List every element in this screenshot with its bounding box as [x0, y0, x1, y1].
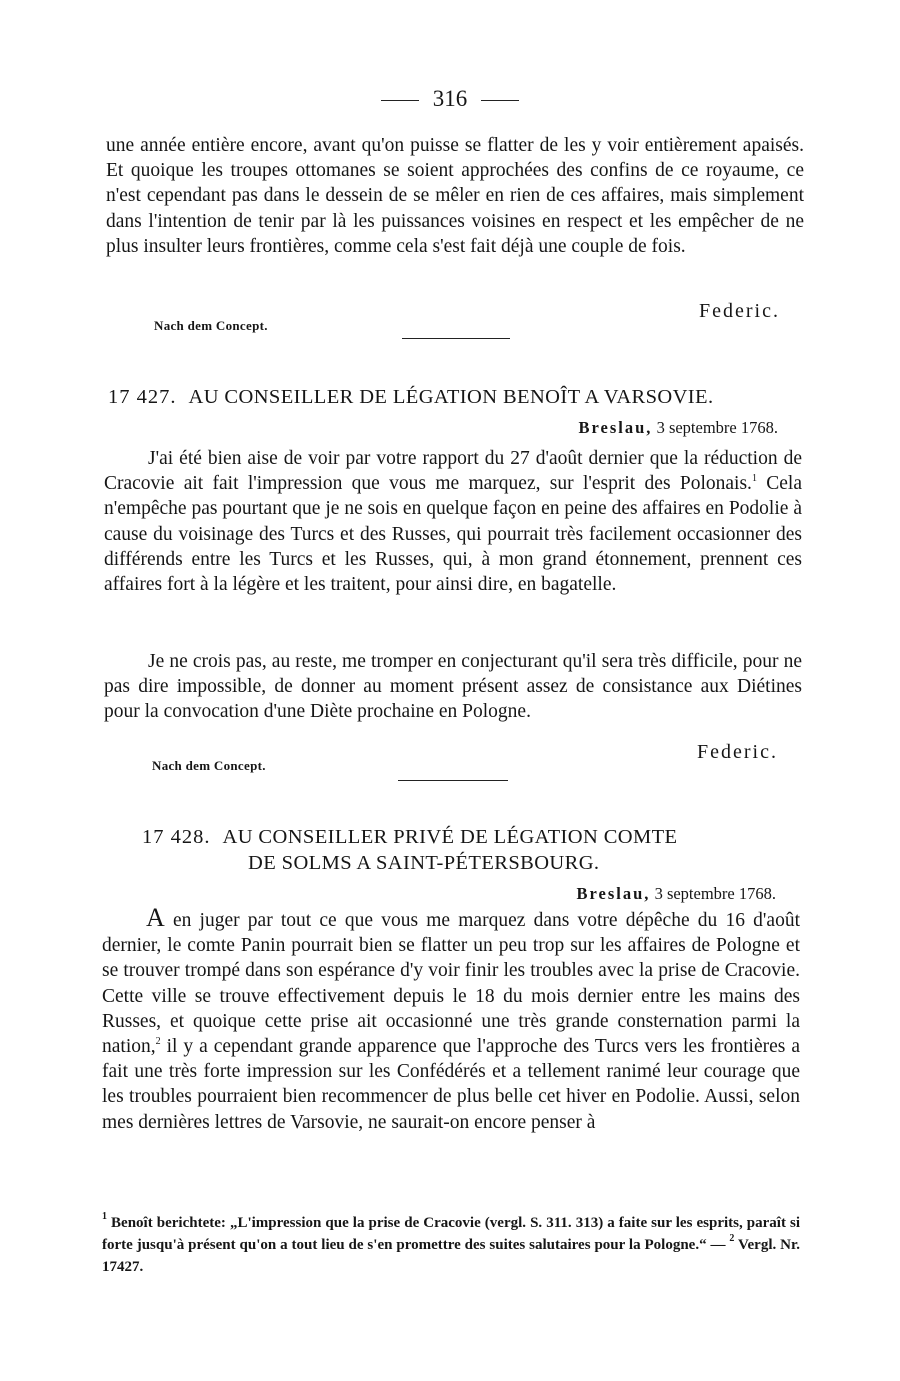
header-dash-left	[381, 100, 419, 101]
source-note: Nach dem Concept.	[152, 758, 266, 773]
footnote-ref: 2	[155, 1036, 161, 1048]
letter-title: AU CONSEILLER PRIVÉ DE LÉGATION COMTE	[222, 826, 678, 848]
source-note: Nach dem Concept.	[154, 318, 268, 333]
dateline	[430, 884, 776, 904]
page-number: 316	[432, 86, 468, 111]
footnote-mark: 2	[729, 1233, 735, 1244]
dateline	[430, 418, 778, 438]
footnote-text: Benoît berichtete: „L'impression que la prise de Cracovie (vergl. S. 311. 313) a faite sur les esprits, paraît si forte jusqu'à présent qu'on a tout lieu de s'en promettre des suites salutaires pour la Pologne.“ —	[102, 1215, 800, 1253]
footnote-text: Vergl. Nr. 17427.	[102, 1237, 800, 1275]
footnote-ref: 1	[751, 473, 757, 485]
signature: Federic.	[697, 741, 778, 763]
signature: Federic.	[699, 300, 780, 322]
letter-number: 17 428.	[142, 826, 211, 848]
paragraph-text: Cela n'empêche pas pourtant que je ne sois en quelque façon en peine des affaires en Podolie à cause du voisinage des Turcs et des Russes, qui pourrait très facilement occasionner des différends entre les Turcs et les Russes, qui, à mon grand étonnement, prennent ces affaires fort à la légère et les traitent, pour ainsi dire, en bagatelle.	[104, 473, 802, 596]
dateline-date: 3 septembre 1768.	[656, 418, 778, 437]
footnotes	[102, 1212, 800, 1278]
dateline-place: Breslau,	[576, 884, 651, 903]
dateline-date: 3 septembre 1768.	[654, 884, 776, 903]
footnote-mark: 1	[102, 1211, 107, 1222]
initial-letter: A	[146, 903, 165, 932]
letter-heading	[142, 826, 842, 849]
letter-heading	[108, 386, 828, 409]
page-header	[0, 86, 900, 112]
letter-paragraph	[104, 649, 802, 725]
dateline-place: Breslau,	[578, 418, 653, 437]
continuation-paragraph: une année entière encore, avant qu'on puisse se flatter de les y voir entièrement apaisés. Et quoique les troupes ottomanes se soient approchées des confins de ce royaume, ce n'est cependant pas dans le dessein de se mêler en rien de ces affaires, mais simplement dans l'intention de tenir par là les puissances voisines en respect et les empêcher de ne plus insulter leurs frontières, comme cela s'est fait déjà une couple de fois.	[106, 135, 804, 257]
header-dash-right	[481, 100, 519, 101]
paragraph-text: en juger par tout ce que vous me marquez dans votre dépêche du 16 d'août dernier, le comte Panin pourrait bien se flatter un peu trop sur les affaires de Pologne et se trouver trompé dans son espérance d'y voir finir les troubles avec la prise de Cracovie. Cette ville se trouve effectivement depuis le 18 du mois dernier entre les mains des Russes, et quoique cette prise ait occasionné une très grande consternation parmi la nation,	[102, 910, 800, 1058]
section-divider	[398, 780, 508, 781]
paragraph-text: J'ai été bien aise de voir par votre rapport du 27 d'août dernier que la réduction de Cracovie ait fait l'impression que vous me marquez, sur l'esprit des Polonais.	[104, 448, 802, 495]
letter-paragraph	[102, 903, 800, 1135]
paragraph-text: Je ne crois pas, au reste, me tromper en conjecturant qu'il sera très difficile, pour ne pas dire impossible, de donner au moment présent assez de consistance aux Diétines pour la convocation d'une Diète prochaine en Pologne.	[104, 651, 802, 723]
section-divider	[402, 338, 510, 339]
paragraph-text: il y a cependant grande apparence que l'approche des Turcs vers les frontières a fait une très forte impression sur les Confédérés et a tellement ranimé leur courage que les troubles pourraient bien recommencer de plus belle cet hiver en Podolie. Aussi, selon mes dernières lettres de Varsovie, ne saurait-on encore penser à	[102, 1036, 800, 1133]
letter-title-line2: DE SOLMS A SAINT-PÉTERSBOURG.	[248, 852, 600, 874]
letter-number: 17 427.	[108, 386, 177, 408]
letter-title: AU CONSEILLER DE LÉGATION BENOÎT A VARSOVIE.	[188, 386, 714, 408]
letter-paragraph	[104, 446, 802, 597]
